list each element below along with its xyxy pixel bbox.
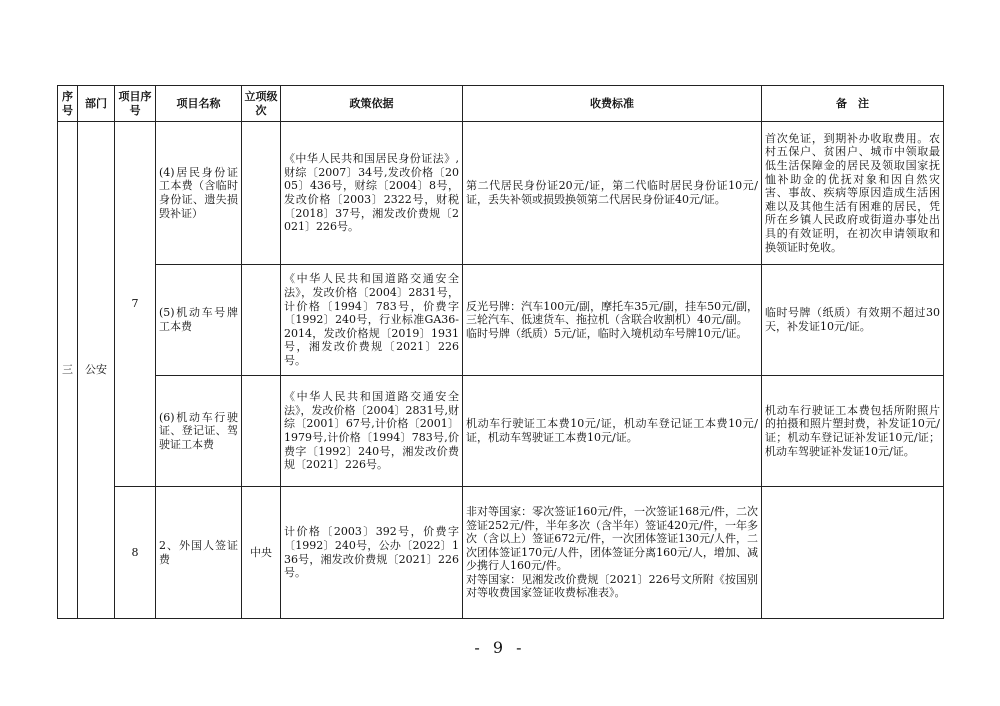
page-number: - 9 - — [474, 638, 526, 657]
item-name-cell: (4)居民身份证工本费（含临时身份证、遗失损毁补证） — [156, 122, 242, 265]
header-remarks: 备 注 — [762, 86, 944, 122]
group-seq-cell: 三 — [58, 122, 78, 619]
header-item-seq: 项目序号 — [115, 86, 156, 122]
remarks-cell — [762, 487, 944, 619]
item-name-cell: 2、外国人签证费 — [156, 487, 242, 619]
level-cell — [242, 122, 281, 265]
fee-cell: 反光号牌：汽车100元/副，摩托车35元/副，挂车50元/副，三轮汽车、低速货车、拖拉机（含联合收割机）40元/副。 临时号牌（纸质）5元/证，临时入境机动车号牌10元/证。 — [463, 265, 762, 376]
table-row — [58, 265, 944, 376]
policy-cell: 《中华人民共和国道路交通安全法》，发改价格〔2004〕2831号，计价格〔1994〕783号，价费字〔1992〕240号，行业标准GA36-2014，发改价格规〔2019〕1931号，湘发改价费规〔2021〕226号。 — [281, 265, 463, 376]
fee-table — [57, 85, 944, 619]
header-seq: 序号 — [58, 86, 78, 122]
header-policy: 政策依据 — [281, 86, 463, 122]
item7-seq-cell: 7 — [115, 122, 156, 487]
remarks-cell: 机动车行驶证工本费包括所附照片的拍摄和照片塑封费，补发证10元/证；机动车登记证补发证10元/证；机动车驾驶证补发证10元/证。 — [762, 376, 944, 487]
fee-cell: 第二代居民身份证20元/证，第二代临时居民身份证10元/证，丢失补领或损毁换领第二代居民身份证40元/证。 — [463, 122, 762, 265]
header-fee: 收费标准 — [463, 86, 762, 122]
header-level: 立项级次 — [242, 86, 281, 122]
fee-cell: 非对等国家：零次签证160元/件，一次签证168元/件，二次签证252元/件，半年多次（含半年）签证420元/件，一年多次（含以上）签证672元/件，一次团体签证130元/人件，二次团体签证170元/人件，团体签证分离160元/人，增加、减少携行人160元/件。 对等国家：见湘发改价费规〔2021〕226号文所附《按国别对等收费国家签证收费标准表》。 — [463, 487, 762, 619]
table-row — [58, 122, 944, 265]
policy-cell: 《中华人民共和国居民身份证法》,财综〔2007〕34号,发改价格〔2005〕436号，财综〔2004〕8号，发改价格〔2003〕2322号，财税〔2018〕37号，湘发改价费规〔2021〕226号。 — [281, 122, 463, 265]
level-cell — [242, 376, 281, 487]
remarks-cell: 首次免证，到期补办收取费用。农村五保户、贫困户、城市中领取最低生活保障金的居民及领取国家抚恤补助金的优抚对象和因自然灾害、事故、疾病等原因造成生活困难以及其他生活有困难的居民，凭所在乡镇人民政府或街道办事处出具的有效证明，在初次申请领取和换领证时免收。 — [762, 122, 944, 265]
header-item-name: 项目名称 — [156, 86, 242, 122]
header-dept: 部门 — [78, 86, 115, 122]
fee-cell: 机动车行驶证工本费10元/证，机动车登记证工本费10元/证，机动车驾驶证工本费10元/证。 — [463, 376, 762, 487]
remarks-cell: 临时号牌（纸质）有效期不超过30天，补发证10元/证。 — [762, 265, 944, 376]
item-name-cell: (6)机动车行驶证、登记证、驾驶证工本费 — [156, 376, 242, 487]
policy-cell: 《中华人民共和国道路交通安全法》，发改价格〔2004〕2831号,财综〔2001〕67号,计价格〔2001〕1979号,计价格〔1994〕783号,价费字〔1992〕240号，湘发改价费规〔2021〕226号。 — [281, 376, 463, 487]
table-row — [58, 376, 944, 487]
policy-cell: 计价格〔2003〕392号，价费字〔1992〕240号，公办〔2022〕136号，湘发改价费规〔2021〕226号。 — [281, 487, 463, 619]
item8-seq-cell: 8 — [115, 487, 156, 619]
group-dept-cell: 公安 — [78, 122, 115, 619]
header-row — [58, 86, 944, 122]
table-row — [58, 487, 944, 619]
level-cell — [242, 265, 281, 376]
item-name-cell: (5)机动车号牌工本费 — [156, 265, 242, 376]
level-cell: 中央 — [242, 487, 281, 619]
